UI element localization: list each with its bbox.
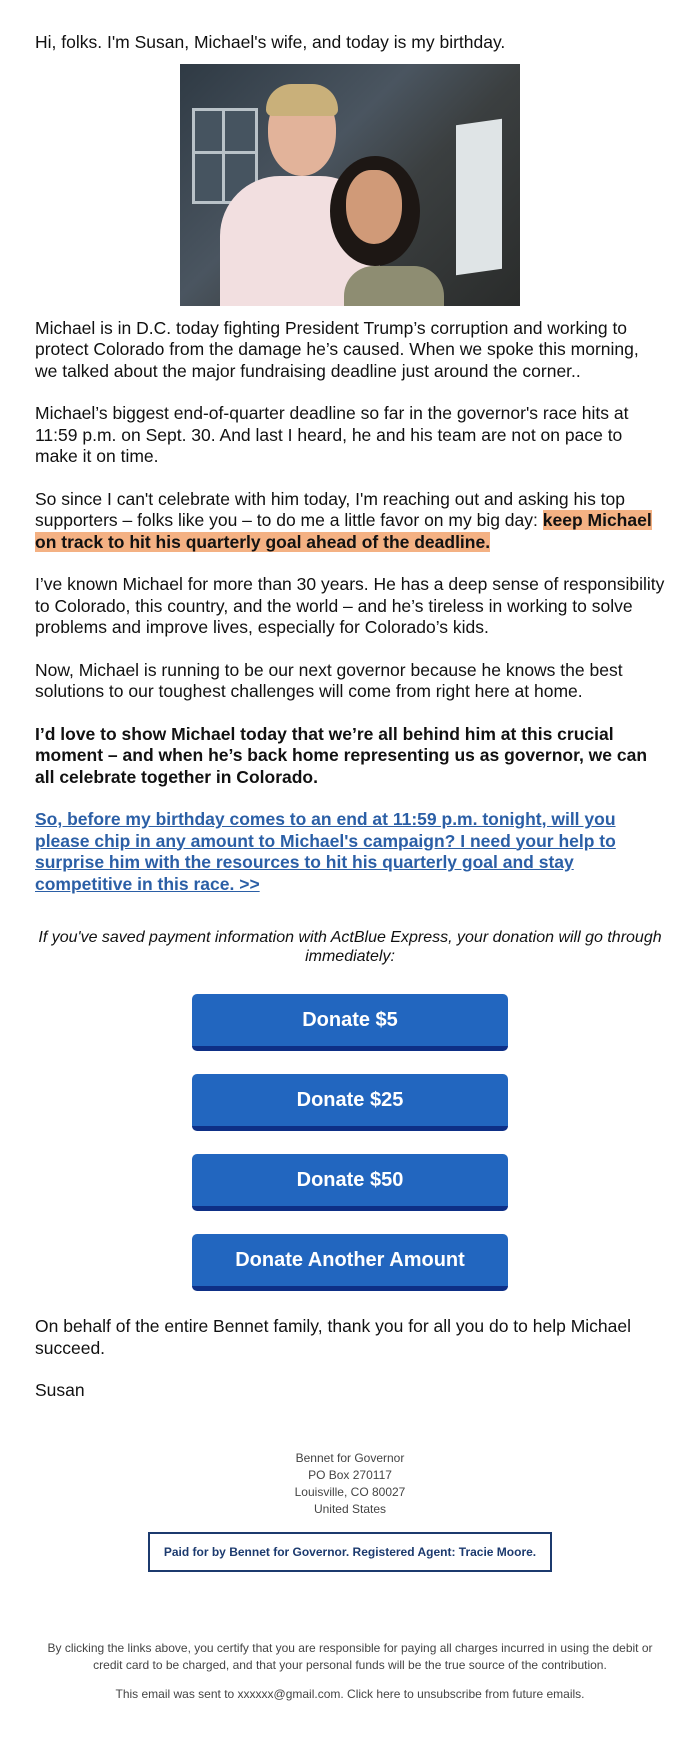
donate-cta-link[interactable]: So, before my birthday comes to an end at 11:59 p.m. tonight, will you please chip in any amount to Michael's campaign? I need your help to surprise him with the resources to hit his quarterly goal and stay competitive in this race. >> [35, 809, 616, 894]
paragraph-3-lead: So since I can't celebrate with him today, I'm reaching out and asking his top supporters – folks like you – to do me a little favor on my big day: [35, 488, 626, 530]
legal-disclaimer: By clicking the links above, you certify that you are responsible for paying all charges incurred in using the debit or credit card to be charged, and that your personal funds will be the true source of the contribution. [47, 1640, 653, 1672]
intro-text: Hi, folks. I'm Susan, Michael's wife, and today is my birthday. [35, 32, 506, 52]
bold-appeal-paragraph: I’d love to show Michael today that we’re all behind him at this crucial moment – and when he’s back home representing us as governor, we can all celebrate together in Colorado. [35, 723, 648, 787]
donate-buttons [35, 994, 665, 1291]
photo-woman [330, 156, 470, 306]
paid-for-by-box: Paid for by Bennet for Governor. Registered Agent: Tracie Moore. [148, 1532, 552, 1572]
couple-photo [180, 64, 520, 306]
paragraph-3 [35, 489, 665, 554]
photo-row [35, 64, 665, 306]
donate-50-button[interactable]: Donate $50 [192, 1154, 508, 1211]
footer-pobox: PO Box 270117 [308, 1467, 392, 1482]
highlighted-goal-text: keep Michael on track to hit his quarterly goal ahead of the deadline. [35, 510, 652, 552]
footer-country: United States [313, 1501, 387, 1516]
paragraph-5: Now, Michael is running to be our next governor because he knows the best solutions to our toughest challenges will come from right here at home. [35, 659, 623, 701]
actblue-note: If you've saved payment information with ActBlue Express, your donation will go through immediately: [38, 929, 662, 965]
footer [0, 1450, 700, 1703]
closing-text: On behalf of the entire Bennet family, thank you for all you do to help Michael succeed. [35, 1316, 631, 1358]
paragraph-4: I’ve known Michael for more than 30 years. He has a deep sense of responsibility to Colorado, this country, and the world – and he’s tireless in working to solve problems and improve lives, especially for Colorado’s kids. [35, 574, 665, 637]
footer-city: Louisville, CO 80027 [294, 1484, 406, 1499]
donate-other-amount-button[interactable]: Donate Another Amount [192, 1234, 508, 1291]
footer-org: Bennet for Governor [295, 1450, 405, 1465]
unsubscribe-notice[interactable]: This email was sent to xxxxxx@gmail.com. Click here to unsubscribe from future emails. [115, 1686, 585, 1701]
paragraph-2: Michael’s biggest end-of-quarter deadline so far in the governor's race hits at 11:59 p.m. on Sept. 30. And last I heard, he and his team are not on pace to make it on time. [35, 403, 629, 466]
paragraph-1: Michael is in D.C. today fighting President Trump’s corruption and working to protect Colorado from the damage he’s caused. When we spoke this morning, we talked about the major fundraising deadline just around the corner.. [35, 317, 639, 381]
donate-25-button[interactable]: Donate $25 [192, 1074, 508, 1131]
donate-5-button[interactable]: Donate $5 [192, 994, 508, 1051]
signature: Susan [35, 1380, 85, 1400]
